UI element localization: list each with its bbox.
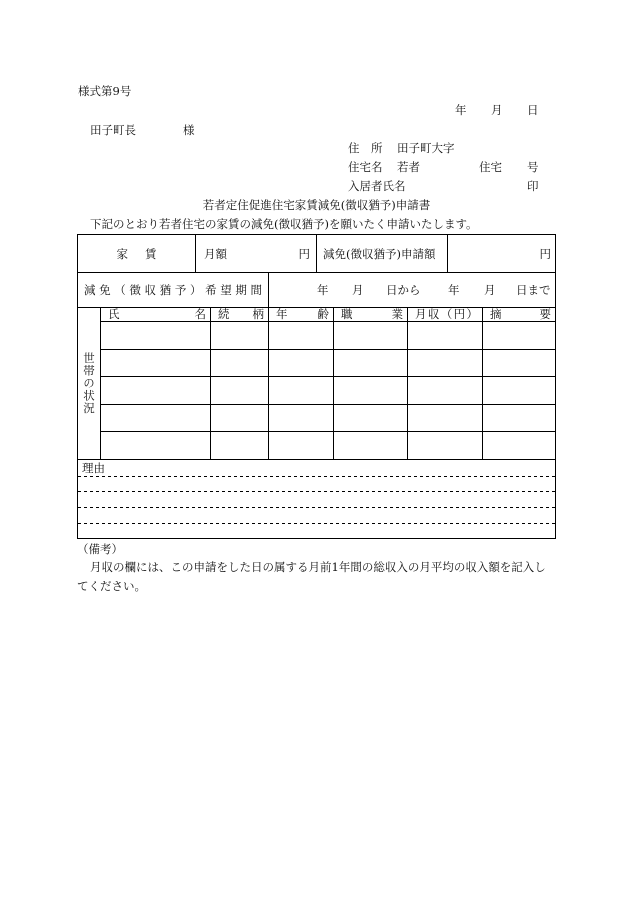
addressee-name: 田子町長 [90, 123, 136, 137]
period-from-year: 年 [317, 283, 329, 297]
reason-section [78, 460, 555, 538]
column-header-age-label: 年齢 [276, 307, 329, 321]
rent-label: 家賃 [116, 246, 157, 261]
request-amount-label-cell [317, 235, 448, 272]
household-cell [408, 405, 483, 432]
household-cell [334, 405, 408, 432]
household-cell [408, 322, 483, 350]
household-cell [483, 322, 555, 350]
period-to-day: 日まで [516, 283, 551, 297]
housing-suffix: 住宅 [479, 160, 502, 174]
rent-label-cell [78, 235, 196, 272]
date-year-label: 年 [455, 103, 467, 117]
column-header-name-label: 氏名 [108, 307, 206, 321]
household-cell [483, 350, 555, 377]
household-cell [483, 377, 555, 405]
column-header-occupation [334, 308, 408, 322]
housing-value: 若者 [397, 160, 420, 174]
column-header-monthly-income-label: 月収（円） [415, 307, 478, 321]
reason-dashed-line [78, 507, 555, 508]
household-label: 世帯の状況 [82, 352, 96, 415]
reason-dashed-line [78, 491, 555, 492]
notes-text-line-1: 月収の欄には、この申請をした日の属する月前1年間の総収入の月平均の収入額を記入し [90, 560, 546, 574]
household-cell [101, 432, 211, 459]
household-cell [408, 350, 483, 377]
rent-row [78, 235, 555, 273]
period-from-day: 日から [386, 283, 421, 297]
reason-dashed-line [78, 523, 555, 524]
household-cell [408, 377, 483, 405]
household-cell [483, 405, 555, 432]
column-header-monthly-income [408, 308, 483, 322]
housing-label: 住宅名 [348, 160, 383, 174]
household-section [78, 308, 555, 460]
resident-name-label: 入居者氏名 [348, 179, 406, 193]
period-from-month: 月 [352, 283, 364, 297]
household-cell [269, 432, 334, 459]
column-header-relation-label: 続柄 [218, 307, 264, 321]
household-cell [211, 377, 269, 405]
household-cell [483, 432, 555, 459]
period-label: 減免（徴収猶予）希望期間 [84, 282, 262, 297]
household-label-cell [78, 308, 101, 459]
request-amount-label: 減免(徴収猶予)申請額 [323, 246, 436, 261]
household-cell [101, 377, 211, 405]
household-grid [101, 308, 555, 459]
address-label: 住 所 [348, 141, 383, 155]
column-header-remarks-label: 摘要 [490, 307, 551, 321]
household-cell [101, 322, 211, 350]
column-header-age [269, 308, 334, 322]
period-value-cell [269, 273, 555, 307]
household-cell [211, 405, 269, 432]
intro-text: 下記のとおり若者住宅の家賃の減免(徴収猶予)を願いたく申請いたします。 [90, 217, 478, 231]
notes-label: （備考） [77, 542, 123, 556]
household-cell [101, 405, 211, 432]
monthly-amount-cell [196, 235, 317, 272]
monthly-amount-label: 月額 [204, 246, 227, 261]
household-cell [269, 377, 334, 405]
monthly-amount-unit: 円 [298, 246, 310, 261]
period-label-cell [78, 273, 269, 307]
household-cell [334, 350, 408, 377]
household-cell [334, 432, 408, 459]
reason-dashed-line [78, 476, 555, 477]
household-cell [334, 377, 408, 405]
household-cell [211, 322, 269, 350]
addressee-honorific: 様 [183, 123, 195, 137]
household-cell [269, 350, 334, 377]
household-cell [334, 322, 408, 350]
address-value: 田子町大字 [397, 141, 455, 155]
request-amount-cell [448, 235, 555, 272]
notes-text-line-2: てください。 [77, 579, 146, 593]
application-table [77, 234, 556, 539]
period-to-year: 年 [448, 283, 460, 297]
period-to-month: 月 [484, 283, 496, 297]
period-row [78, 273, 555, 308]
household-cell [269, 405, 334, 432]
household-cell [211, 350, 269, 377]
housing-number-suffix: 号 [527, 160, 539, 174]
column-header-name [101, 308, 211, 322]
column-header-remarks [483, 308, 555, 322]
request-amount-unit: 円 [539, 246, 551, 261]
household-cell [408, 432, 483, 459]
reason-label: 理由 [82, 461, 105, 475]
seal-mark: 印 [527, 179, 539, 193]
form-number: 様式第9号 [78, 84, 132, 98]
household-cell [269, 322, 334, 350]
household-cell [211, 432, 269, 459]
date-month-label: 月 [491, 103, 503, 117]
household-cell [101, 350, 211, 377]
form-title: 若者定住促進住宅家賃減免(徴収猶予)申請書 [202, 198, 431, 212]
column-header-relation [211, 308, 269, 322]
date-day-label: 日 [527, 103, 539, 117]
column-header-occupation-label: 職業 [341, 307, 403, 321]
